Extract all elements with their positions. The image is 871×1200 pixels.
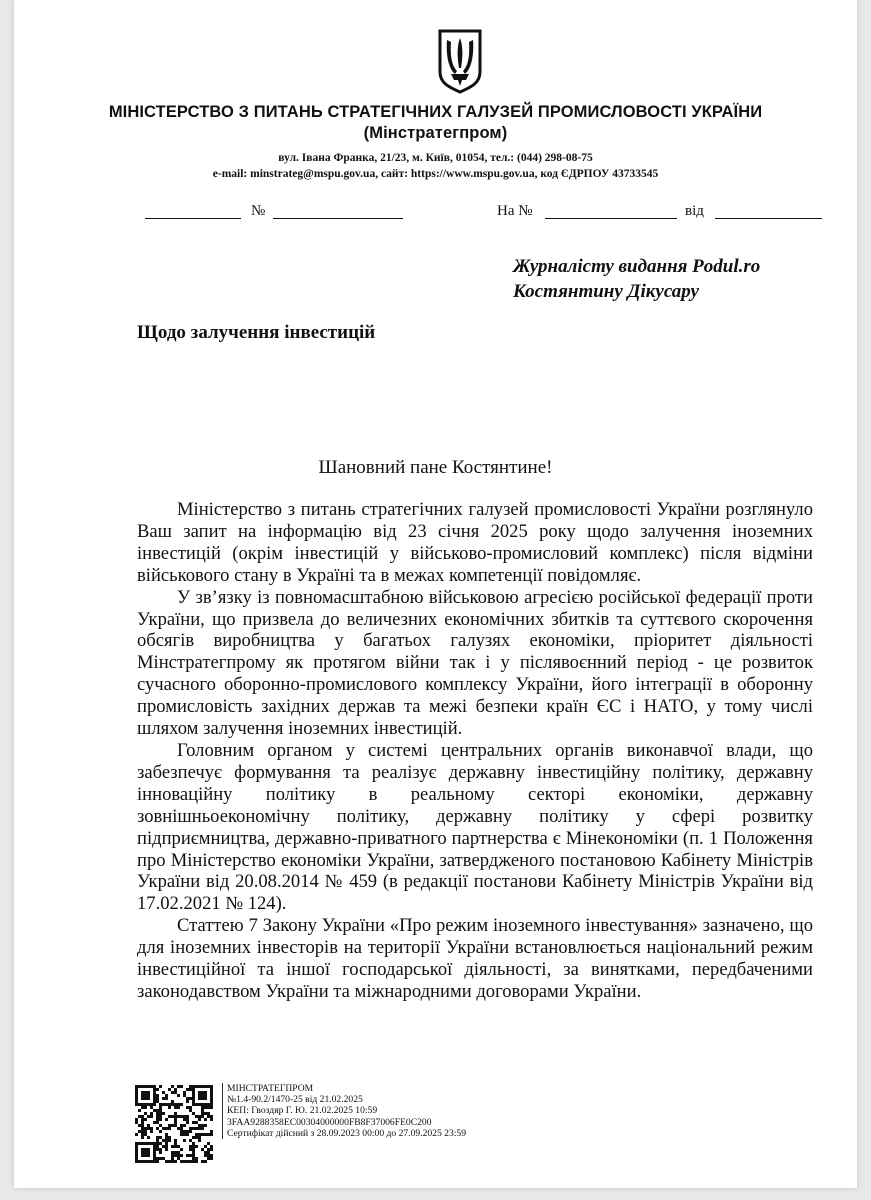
from-label: від	[685, 203, 704, 219]
stamp-registration: №1.4-90.2/1470-25 від 21.02.2025	[227, 1094, 363, 1106]
tryzub-emblem-icon	[437, 28, 483, 94]
stamp-org: МІНСТРАТЕГПРОМ	[227, 1083, 314, 1094]
stamp-certificate: Сертифікат дійсний з 28.09.2023 00:00 до 27.09.2025 23:59	[227, 1127, 467, 1139]
body-paragraph-3: Головним органом у системі центральних органів виконавчої влади, що забезпечує формування та реалізує державну інвестиційну політику, державну інноваційну політику в реальному секторі економіки, державну зовнішньоекономічну політику, державну політику у сфері розвитку підприємництва, державно-приватного партнерства є Мінекономіки (п. 1 Положення про Міністерство економіки України, затвердженого постановою Кабінету Міністрів України від 20.08.2014 № 459 (в редакції постанови Кабінету Міністрів України від 17.02.2021 № 124).	[137, 739, 813, 915]
ministry-name: МІНІСТЕРСТВО З ПИТАНЬ СТРАТЕГІЧНИХ ГАЛУЗЕЙ ПРОМИСЛОВОСТІ УКРАЇНИ	[108, 103, 763, 121]
number-blank	[273, 218, 403, 219]
stamp-kep: КЕП: Гвоздяр Г. Ю. 21.02.2025 10:59	[227, 1105, 378, 1117]
from-date-blank	[715, 218, 822, 219]
ministry-email-site: e-mail: minstrateg@mspu.gov.ua, сайт: https://www.mspu.gov.ua, код ЄДРПОУ 43733545	[212, 168, 659, 180]
ministry-header	[0, 102, 871, 144]
letter-subject: Щодо залучення інвестицій	[137, 322, 376, 343]
body-paragraph-2: У зв’язку із повномасштабною військовою агресією російської федерації проти України, що призвела до величезних економічних збитків та суттєвого скорочення обсягів виробництва у багатьох галузях економіки, пріоритет діяльності Мінстратегпрому як протягом війни так і у післявоєнний період - це розвиток сучасного оборонно-промислового комплексу України, його інтеграції в оборонну промисловість західних держав та межі безпеки країн ЄС і НАТО, у тому числі шляхом залучення іноземних інвестицій.	[137, 586, 813, 740]
addressee-block	[513, 254, 760, 304]
body-paragraph-4: Статтею 7 Закону України «Про режим іноземного інвестування» зазначено, що для іноземних інвесторів на території України встановлюється національний режим інвестиційної та іншої господарської діяльності, за винятками, передбаченими законодавством України та міжнародними договорами України.	[137, 915, 813, 1002]
ministry-short-name: (Мінстратегпром)	[363, 124, 508, 142]
on-number-blank	[545, 218, 677, 219]
ministry-address: вул. Івана Франка, 21/23, м. Київ, 01054, тел.: (044) 298-08-75	[278, 152, 593, 164]
signature-stamp	[222, 1083, 466, 1139]
stamp-serial: 3FAA9288358EC00304000000FB8F37006FE0C200	[227, 1116, 432, 1128]
ministry-contacts	[0, 150, 871, 182]
salutation: Шановний пане Костянтине!	[318, 457, 553, 478]
addressee-line-1: Журналісту видання Podul.ro	[513, 256, 761, 277]
qr-code-icon	[135, 1085, 213, 1163]
letter-body	[137, 499, 813, 1003]
addressee-line-2: Костянтину Дікусару	[513, 281, 699, 302]
on-number-label: На №	[497, 203, 533, 219]
number-label: №	[251, 203, 266, 219]
date-blank	[145, 218, 241, 219]
body-paragraph-1: Міністерство з питань стратегічних галузей промисловості України розглянуло Ваш запит на інформацію від 23 січня 2025 року щодо залучення іноземних інвестицій (окрім інвестицій у військово-промисловий комплекс) після відміни військового стану в Україні та в межах компетенції повідомляє.	[137, 499, 813, 586]
reference-line	[0, 203, 871, 223]
